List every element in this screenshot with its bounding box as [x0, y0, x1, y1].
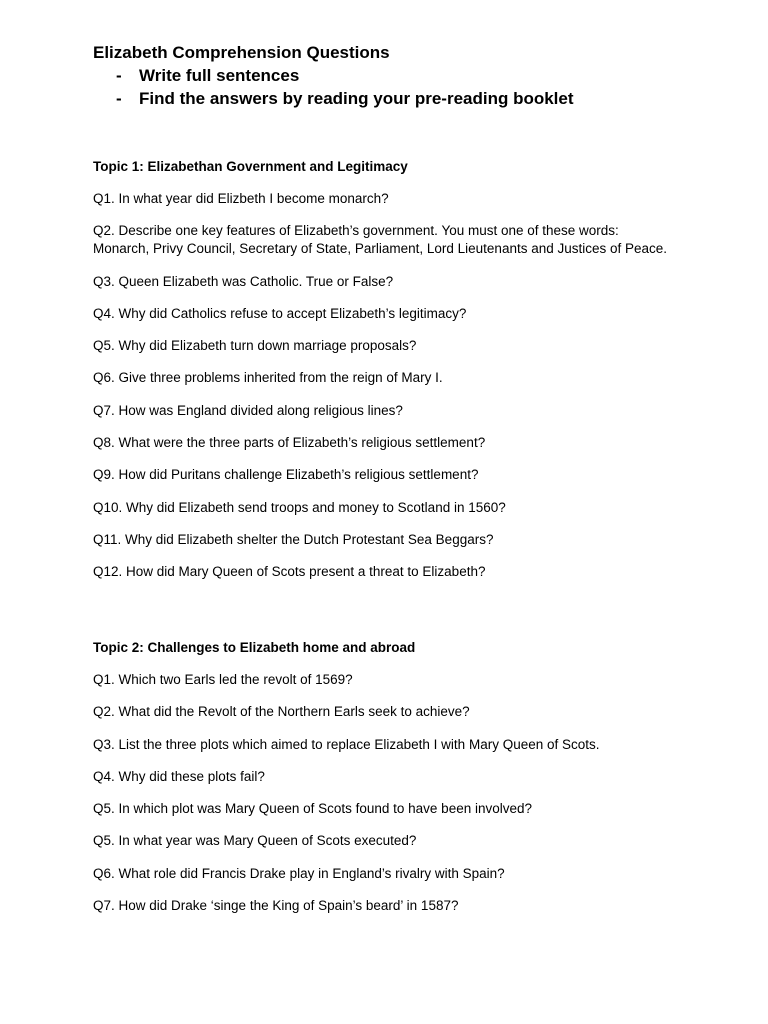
- topic-2-section: [93, 639, 673, 929]
- question-item: Q5. Why did Elizabeth turn down marriage proposals?: [93, 338, 417, 354]
- topic-heading: Topic 2: Challenges to Elizabeth home and abroad: [93, 640, 416, 655]
- question-item: Q7. How was England divided along religious lines?: [93, 402, 403, 418]
- question-item: Q3. Queen Elizabeth was Catholic. True or False?: [93, 273, 394, 289]
- instruction-item: [93, 87, 673, 110]
- instruction-item: [93, 64, 673, 87]
- instructions-list: [93, 64, 673, 110]
- question-item: Q8. What were the three parts of Elizabeth’s religious settlement?: [93, 435, 486, 451]
- question-item: Q2. What did the Revolt of the Northern Earls seek to achieve?: [93, 704, 470, 720]
- document-page: [93, 41, 673, 914]
- instruction-text: Find the answers by reading your pre-reading booklet: [139, 89, 574, 108]
- question-item: Q2. Describe one key features of Elizabeth’s government. You must one of these words: Monarch, Privy Council, Secretary of State, Parliament, Lord Lieutenants and Justices of Peace.: [93, 223, 668, 257]
- question-item: Q1. In what year did Elizbeth I become monarch?: [93, 191, 389, 206]
- question-item: Q1. Which two Earls led the revolt of 1569?: [93, 672, 353, 687]
- question-item: Q6. What role did Francis Drake play in England’s rivalry with Spain?: [93, 865, 505, 881]
- question-item: Q4. Why did these plots fail?: [93, 768, 265, 784]
- topic-1-section: [93, 158, 673, 596]
- document-title: Elizabeth Comprehension Questions: [93, 43, 390, 62]
- bullet-dash: -: [116, 89, 122, 108]
- question-item: Q12. How did Mary Queen of Scots present a threat to Elizabeth?: [93, 564, 486, 580]
- question-item: Q5. In which plot was Mary Queen of Scots found to have been involved?: [93, 801, 533, 817]
- topic-heading: Topic 1: Elizabethan Government and Legitimacy: [93, 159, 408, 174]
- instruction-text: Write full sentences: [139, 66, 300, 85]
- question-item: Q7. How did Drake ‘singe the King of Spain’s beard’ in 1587?: [93, 898, 459, 914]
- question-item: Q9. How did Puritans challenge Elizabeth’s religious settlement?: [93, 467, 479, 483]
- question-item: Q11. Why did Elizabeth shelter the Dutch Protestant Sea Beggars?: [93, 531, 494, 547]
- question-item: Q6. Give three problems inherited from the reign of Mary I.: [93, 370, 443, 386]
- question-item: Q10. Why did Elizabeth send troops and money to Scotland in 1560?: [93, 499, 506, 515]
- question-item: Q4. Why did Catholics refuse to accept Elizabeth’s legitimacy?: [93, 305, 467, 321]
- question-item: Q3. List the three plots which aimed to replace Elizabeth I with Mary Queen of Scots.: [93, 736, 600, 752]
- question-item: Q5. In what year was Mary Queen of Scots executed?: [93, 833, 417, 849]
- bullet-dash: -: [116, 66, 122, 85]
